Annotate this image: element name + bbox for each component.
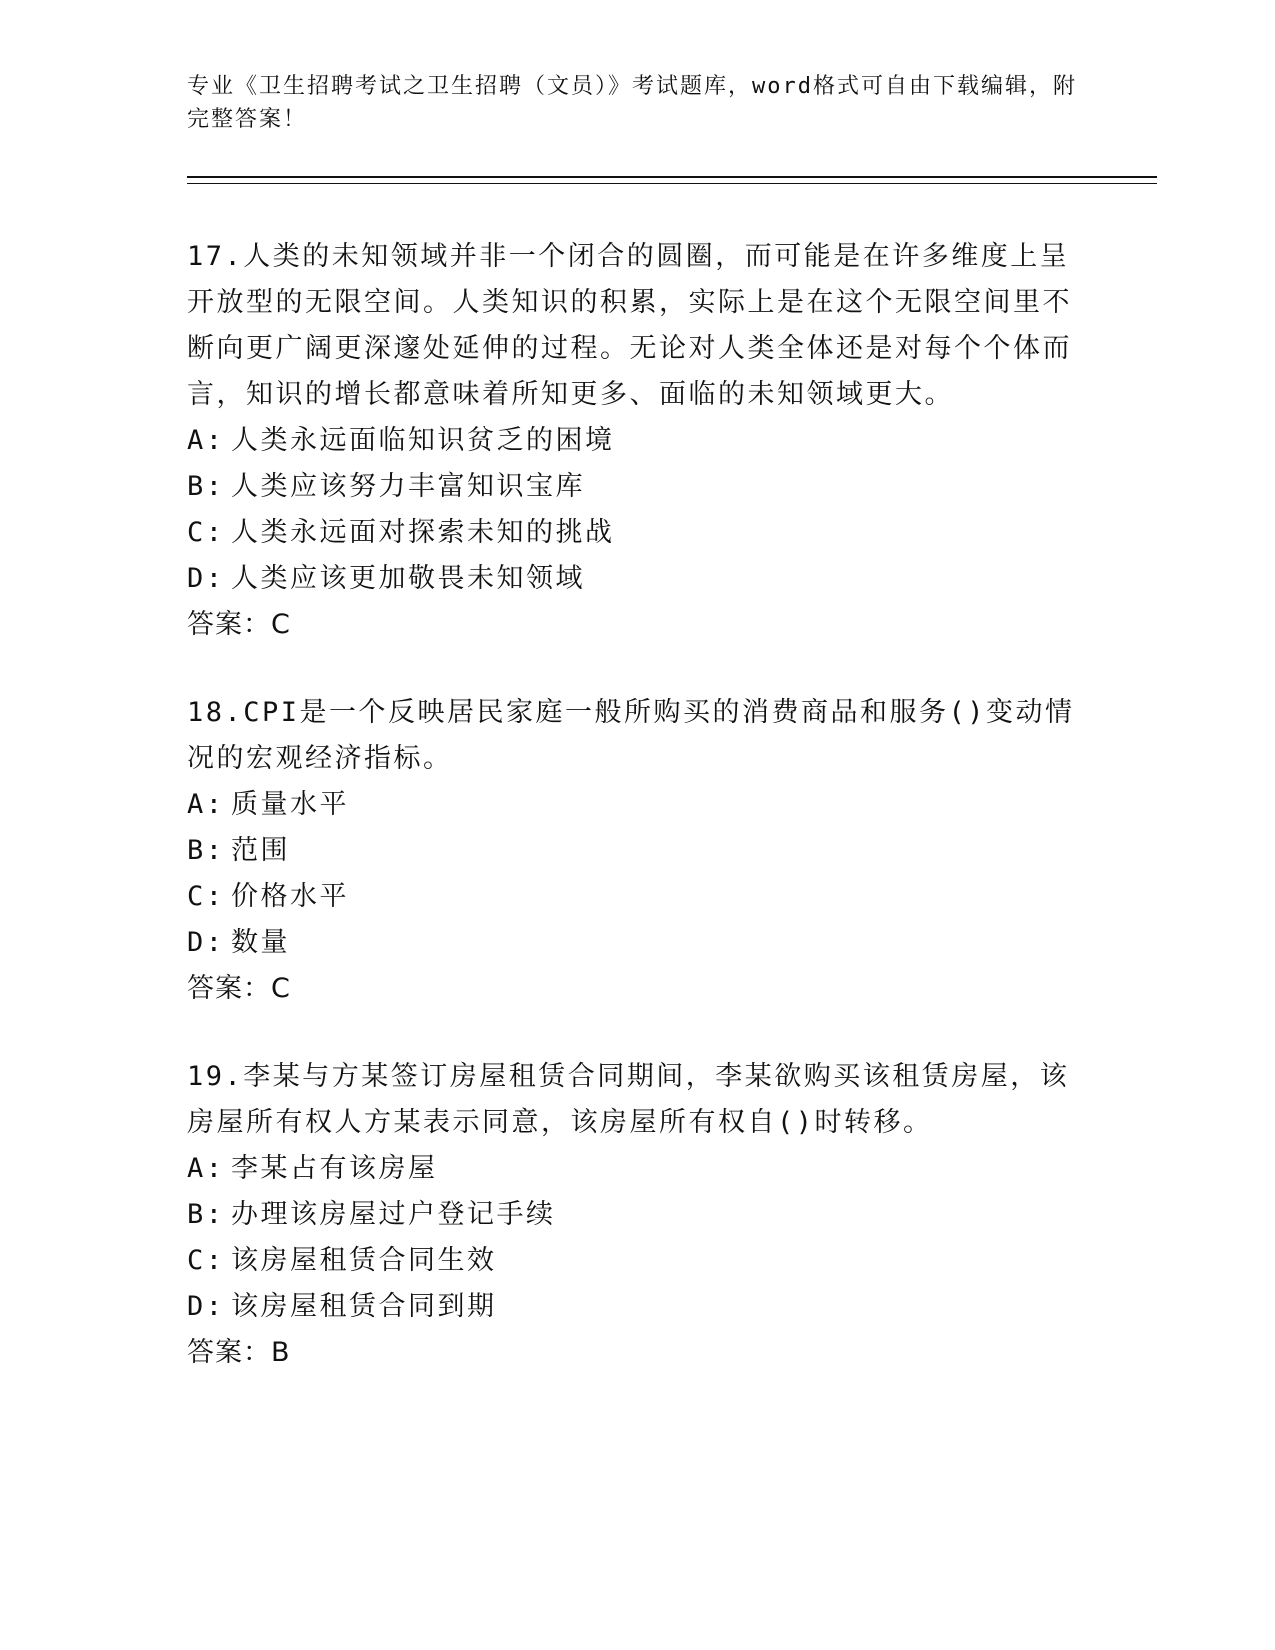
option-text: 李某占有该房屋: [231, 1153, 438, 1184]
option-c: [187, 1238, 1087, 1284]
option-text: 人类应该努力丰富知识宝库: [231, 471, 585, 502]
option-b: [187, 828, 1087, 874]
option-d: [187, 556, 1087, 602]
option-letter: B:: [187, 471, 225, 502]
option-c: [187, 510, 1087, 556]
option-c: [187, 874, 1087, 920]
option-letter: A:: [187, 789, 225, 820]
option-text: 价格水平: [231, 881, 349, 912]
option-b: [187, 1192, 1087, 1238]
question-stem: 17.人类的未知领域并非一个闭合的圆圈，而可能是在许多维度上呈开放型的无限空间。人类知识的积累，实际上是在这个无限空间里不断向更广阔更深邃处延伸的过程。无论对人类全体还是对每个个体而言，知识的增长都意味着所知更多、面临的未知领域更大。: [187, 241, 1072, 410]
option-text: 范围: [231, 835, 290, 866]
question-19: [187, 1054, 1087, 1376]
header-divider-thin: [187, 183, 1157, 184]
option-text: 办理该房屋过户登记手续: [231, 1199, 556, 1230]
option-text: 质量水平: [231, 789, 349, 820]
document-header: 专业《卫生招聘考试之卫生招聘（文员）》考试题库，word格式可自由下载编辑，附完整答案！: [187, 74, 1077, 132]
question-18: [187, 690, 1087, 1012]
option-letter: C:: [187, 1245, 225, 1276]
option-a: [187, 1146, 1087, 1192]
option-letter: C:: [187, 881, 225, 912]
option-text: 该房屋租赁合同到期: [231, 1291, 497, 1322]
question-17: [187, 234, 1087, 648]
option-d: [187, 1284, 1087, 1330]
question-stem: 18.CPI是一个反映居民家庭一般所购买的消费商品和服务()变动情况的宏观经济指标。: [187, 697, 1075, 774]
option-letter: D:: [187, 927, 225, 958]
answer-line: 答案：C: [187, 609, 291, 640]
option-b: [187, 464, 1087, 510]
option-letter: B:: [187, 835, 225, 866]
option-letter: D:: [187, 1291, 225, 1322]
option-d: [187, 920, 1087, 966]
header-divider-thick: [187, 176, 1157, 178]
option-text: 数量: [231, 927, 290, 958]
question-stem: 19.李某与方某签订房屋租赁合同期间，李某欲购买该租赁房屋，该房屋所有权人方某表示同意，该房屋所有权自()时转移。: [187, 1061, 1070, 1138]
option-text: 人类永远面对探索未知的挑战: [231, 517, 615, 548]
option-letter: B:: [187, 1199, 225, 1230]
answer-line: 答案：B: [187, 1337, 291, 1368]
option-text: 人类永远面临知识贫乏的困境: [231, 425, 615, 456]
option-a: [187, 418, 1087, 464]
option-a: [187, 782, 1087, 828]
option-letter: D:: [187, 563, 225, 594]
option-letter: C:: [187, 517, 225, 548]
option-text: 该房屋租赁合同生效: [231, 1245, 497, 1276]
option-text: 人类应该更加敬畏未知领域: [231, 563, 585, 594]
option-letter: A:: [187, 1153, 225, 1184]
answer-line: 答案：C: [187, 973, 291, 1004]
option-letter: A:: [187, 425, 225, 456]
